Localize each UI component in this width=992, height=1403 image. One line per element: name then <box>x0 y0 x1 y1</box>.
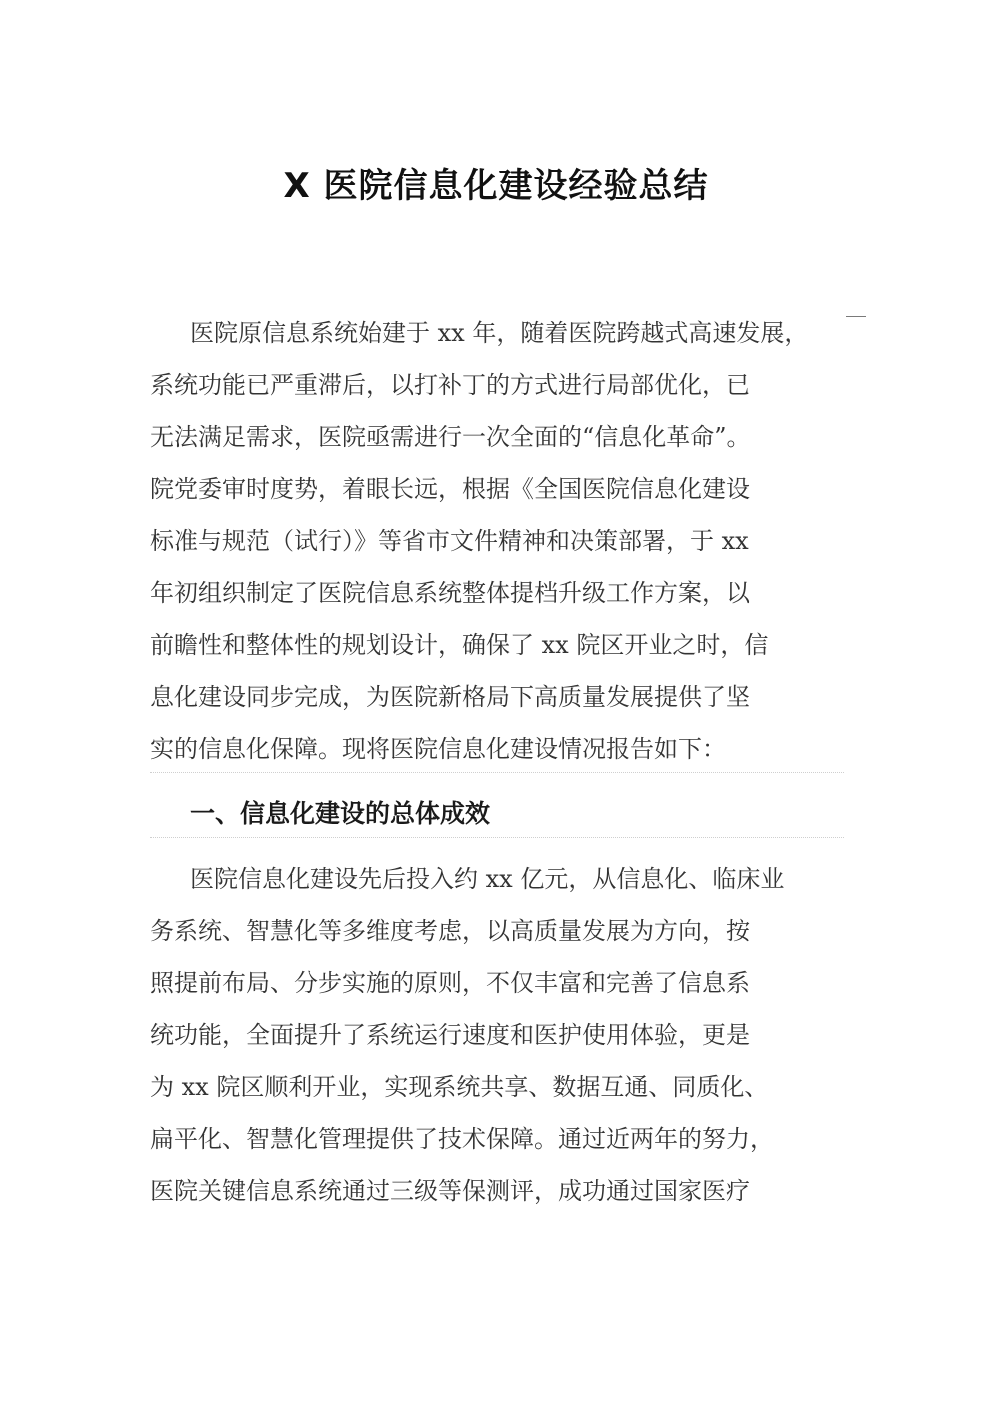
intro-line-1: 医院原信息系统始建于 xx 年，随着医院跨越式高速发展， <box>190 319 809 347</box>
section-line-1: 医院信息化建设先后投入约 xx 亿元，从信息化、临床业 <box>190 865 785 893</box>
divider-bottom <box>150 837 844 838</box>
intro-line-2: 系统功能已严重滞后，以打补丁的方式进行局部优化，已 <box>150 371 750 399</box>
section-line-5: 为 xx 院区顺利开业，实现系统共享、数据互通、同质化、 <box>150 1073 769 1101</box>
document-title: X 医院信息化建设经验总结 <box>283 166 709 206</box>
intro-line-9: 实的信息化保障。现将医院信息化建设情况报告如下： <box>150 735 726 763</box>
section-line-3: 照提前布局、分步实施的原则，不仅丰富和完善了信息系 <box>150 969 750 997</box>
intro-line-8: 息化建设同步完成，为医院新格局下高质量发展提供了坚 <box>150 683 750 711</box>
section-line-7: 医院关键信息系统通过三级等保测评，成功通过国家医疗 <box>150 1177 750 1205</box>
corner-mark <box>846 316 866 317</box>
section-line-2: 务系统、智慧化等多维度考虑，以高质量发展为方向，按 <box>150 917 750 945</box>
intro-line-6: 年初组织制定了医院信息系统整体提档升级工作方案，以 <box>150 579 750 607</box>
intro-line-7: 前瞻性和整体性的规划设计，确保了 xx 院区开业之时，信 <box>150 631 769 659</box>
intro-line-3: 无法满足需求，医院亟需进行一次全面的“信息化革命”。 <box>150 423 751 451</box>
section-heading: 一、信息化建设的总体成效 <box>190 799 491 828</box>
section-line-6: 扁平化、智慧化管理提供了技术保障。通过近两年的努力， <box>150 1125 774 1153</box>
divider-top <box>150 772 844 773</box>
intro-line-5: 标准与规范（试行）》等省市文件精神和决策部署，于 xx <box>150 527 749 555</box>
intro-line-4: 院党委审时度势，着眼长远，根据《全国医院信息化建设 <box>150 475 750 503</box>
section-line-4: 统功能，全面提升了系统运行速度和医护使用体验，更是 <box>150 1021 750 1049</box>
